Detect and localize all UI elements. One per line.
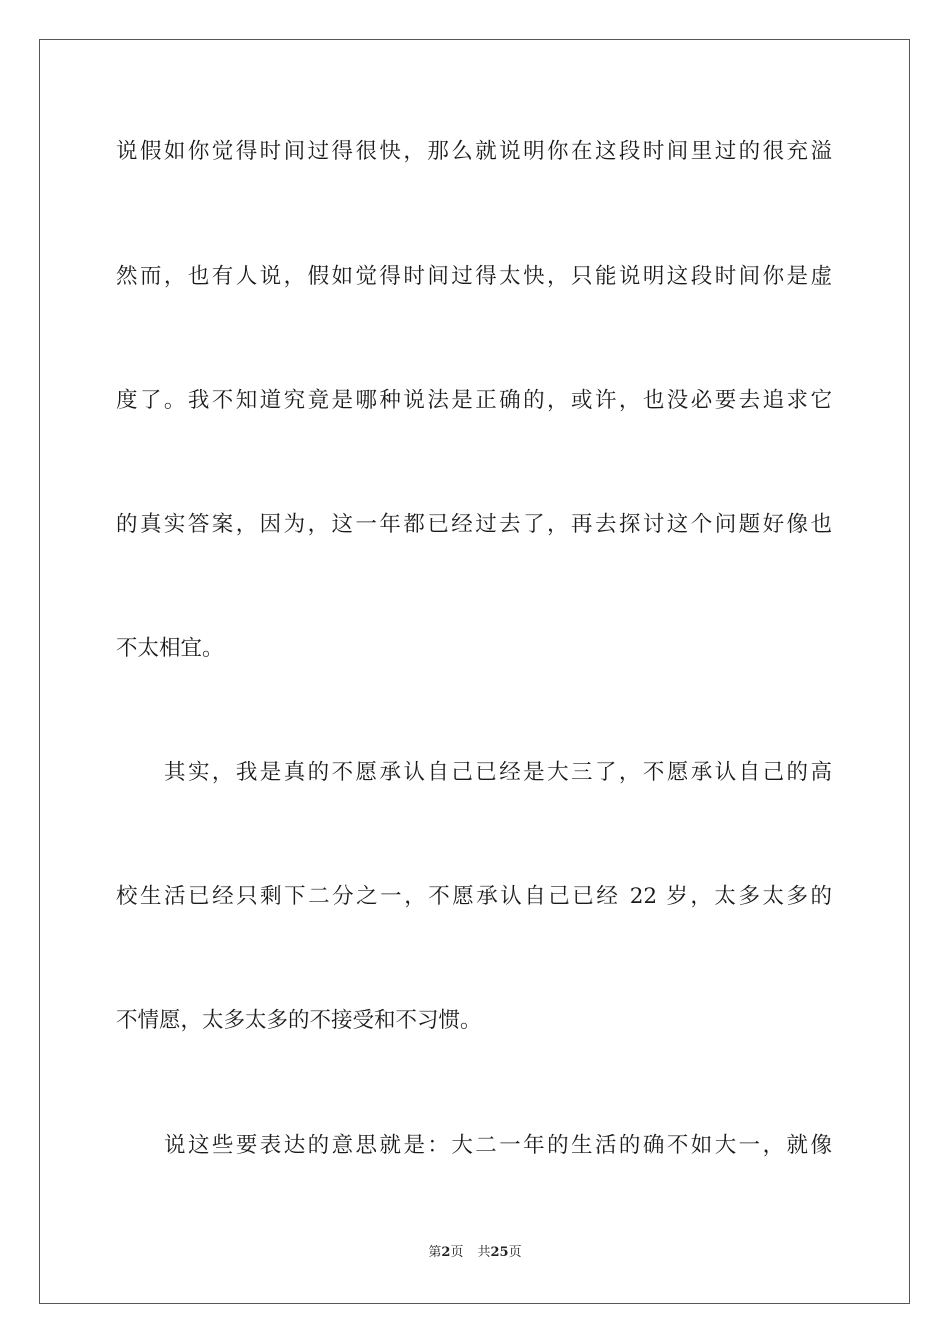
body-line: 说这些要表达的意思就是：大二一年的生活的确不如大一，就像 bbox=[164, 1133, 832, 1158]
body-line: 不太相宜。 bbox=[116, 636, 224, 661]
page-prefix: 第 bbox=[428, 1245, 442, 1260]
page-border bbox=[39, 39, 910, 1304]
body-line: 度了。我不知道究竟是哪种说法是正确的，或许，也没必要去追求它 bbox=[116, 388, 832, 413]
body-line: 其实，我是真的不愿承认自己已经是大三了，不愿承认自己的高 bbox=[164, 760, 832, 785]
body-line: 说假如你觉得时间过得很快，那么就说明你在这段时间里过的很充溢 bbox=[116, 139, 832, 164]
body-line: 然而，也有人说，假如觉得时间过得太快，只能说明这段时间你是虚 bbox=[116, 264, 832, 289]
body-line: 校生活已经只剩下二分之一，不愿承认自己已经 22 岁，太多太多的 bbox=[116, 884, 832, 909]
body-line: 的真实答案，因为，这一年都已经过去了，再去探讨这个问题好像也 bbox=[116, 512, 832, 537]
total-suffix: 页 bbox=[508, 1245, 522, 1260]
page-suffix: 页 bbox=[450, 1245, 464, 1260]
total-prefix: 共 bbox=[477, 1245, 491, 1260]
body-line: 不情愿，太多太多的不接受和不习惯。 bbox=[116, 1008, 482, 1033]
page-total: 25 bbox=[490, 1245, 509, 1260]
page-current: 2 bbox=[441, 1245, 451, 1260]
page-footer bbox=[0, 1244, 950, 1262]
